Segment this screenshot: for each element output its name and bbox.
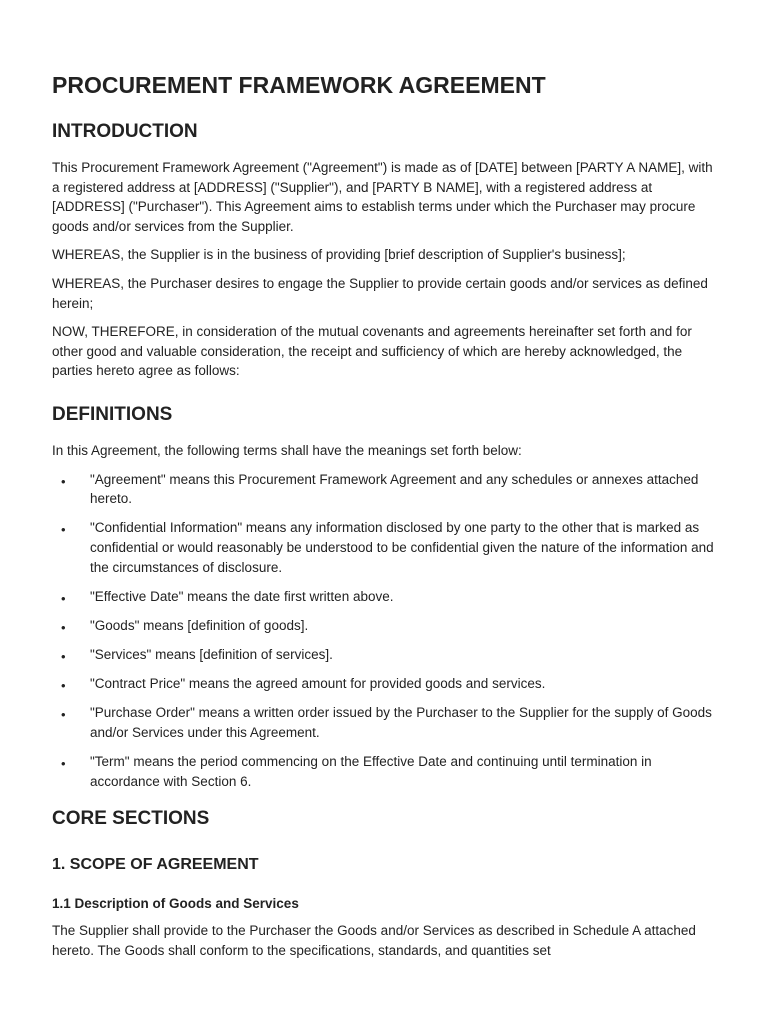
definition-text: "Purchase Order" means a written order issued by the Purchaser to the Supplier for the supply of Goods and/or Services under this Agreement.	[90, 705, 712, 741]
definitions-heading: DEFINITIONS	[52, 403, 173, 425]
list-item	[52, 674, 718, 694]
scope-heading: 1. SCOPE OF AGREEMENT	[52, 856, 259, 874]
introduction-heading: INTRODUCTION	[52, 121, 198, 142]
bullet-icon: •	[61, 707, 66, 723]
definition-text: "Contract Price" means the agreed amount for provided goods and services.	[90, 676, 546, 692]
definition-text: "Goods" means [definition of goods].	[90, 617, 309, 633]
description-subheading: 1.1 Description of Goods and Services	[52, 896, 299, 912]
definitions-list	[52, 470, 718, 792]
list-item	[52, 752, 718, 791]
now-therefore-paragraph: NOW, THEREFORE, in consideration of the mutual covenants and agreements hereinafter set forth and for other good and valuable consideration, the receipt and sufficiency of which are hereby acknowledged, the parties hereto agree as follows:	[52, 324, 692, 379]
list-item	[52, 518, 718, 577]
introduction-paragraph: This Procurement Framework Agreement ("Agreement") is made as of [DATE] between [PARTY A NAME], with a registered address at [ADDRESS] ("Supplier"), and [PARTY B NAME], with a registered address at [ADDRESS] ("Purchaser"). This Agreement aims to establish terms under which the Purchaser may procure goods and/or services from the Supplier.	[52, 160, 713, 234]
core-sections-heading: CORE SECTIONS	[52, 808, 210, 830]
whereas-paragraph-2: WHEREAS, the Purchaser desires to engage the Supplier to provide certain goods and/or services as defined herein;	[52, 275, 708, 311]
definition-text: "Agreement" means this Procurement Framework Agreement and any schedules or annexes attached hereto.	[90, 471, 699, 507]
definition-text: "Confidential Information" means any information disclosed by one party to the other that is marked as confidential or would reasonably be understood to be confidential given the nature of the information and the circumstances of disclosure.	[90, 520, 714, 575]
list-item	[52, 587, 718, 607]
definition-text: "Term" means the period commencing on the Effective Date and continuing until termination in accordance with Section 6.	[90, 754, 652, 789]
whereas-paragraph-1: WHEREAS, the Supplier is in the business of providing [brief description of Supplier's business];	[52, 247, 626, 263]
document-title: PROCUREMENT FRAMEWORK AGREEMENT	[52, 72, 546, 98]
definitions-intro: In this Agreement, the following terms shall have the meanings set forth below:	[52, 442, 522, 458]
bullet-icon: •	[61, 522, 66, 538]
bullet-icon: •	[61, 678, 66, 694]
list-item	[52, 645, 718, 665]
bullet-icon: •	[61, 619, 66, 635]
scope-paragraph: The Supplier shall provide to the Purchaser the Goods and/or Services as described in Schedule A attached hereto. The Goods shall conform to the specifications, standards, and quantities set	[52, 923, 696, 958]
list-item	[52, 703, 718, 742]
bullet-icon: •	[61, 590, 66, 606]
list-item	[52, 616, 718, 636]
list-item	[52, 470, 718, 509]
bullet-icon: •	[61, 756, 66, 772]
bullet-icon: •	[61, 649, 66, 665]
definition-text: "Effective Date" means the date first written above.	[90, 588, 394, 604]
bullet-icon: •	[61, 473, 66, 489]
definition-text: "Services" means [definition of services].	[90, 647, 333, 663]
